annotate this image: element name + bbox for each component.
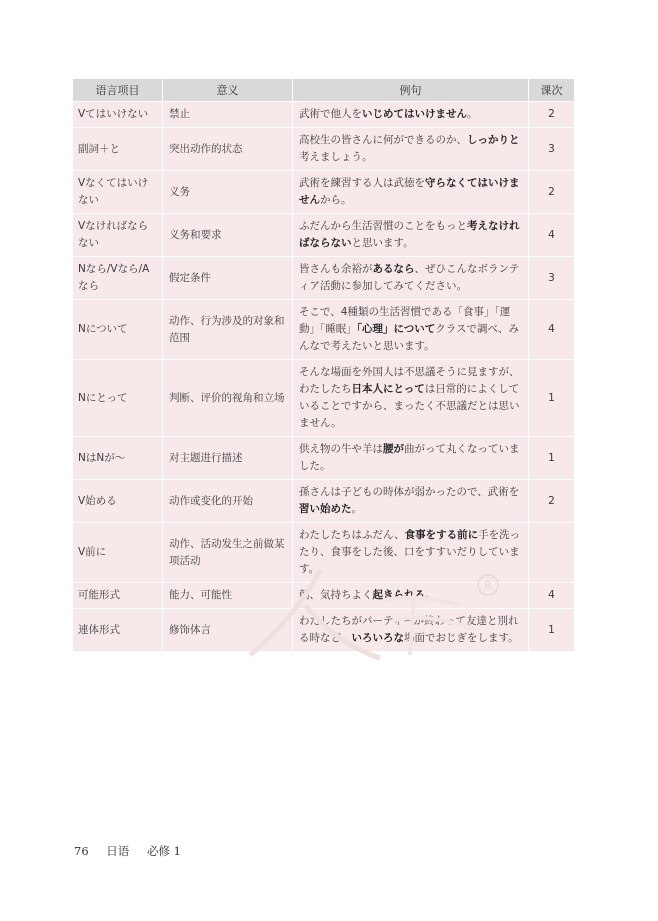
grammar-meaning: 义务和要求 <box>163 214 293 257</box>
grammar-item: Nについて <box>73 300 163 360</box>
example-sentence <box>293 480 529 523</box>
example-highlight: 習い始めた <box>299 503 352 515</box>
grammar-item: V前に <box>73 523 163 583</box>
example-highlight: いじめてはいけません <box>362 108 467 120</box>
example-text: わたしたちはふだん、 <box>299 529 405 541</box>
example-sentence <box>293 300 529 360</box>
example-text: 、ぜひこんなボランティア活動に参加してみてください。 <box>299 263 520 292</box>
example-highlight: 腰が <box>383 443 404 455</box>
grammar-item: 可能形式 <box>73 583 163 609</box>
grammar-item: V始める <box>73 480 163 523</box>
grammar-meaning: 对主题进行描述 <box>163 437 293 480</box>
example-text: 武術で他人を <box>299 108 362 120</box>
example-text: 場面でおじぎをします。 <box>404 632 519 644</box>
grammar-item: Nなら/Vなら/Aなら <box>73 257 163 300</box>
lesson-number: 4 <box>529 300 575 360</box>
example-text: そんな場面を外国人は不思議そうに見ますが、わたしたち <box>299 366 520 395</box>
grammar-meaning: 动作或变化的开始 <box>163 480 293 523</box>
example-sentence <box>293 609 529 652</box>
lesson-number: 4 <box>529 583 575 609</box>
table-row <box>73 480 575 523</box>
lesson-number: 2 <box>529 102 575 128</box>
example-text: ふだんから生活習慣のことをもっと <box>299 220 467 232</box>
grammar-meaning: 义务 <box>163 171 293 214</box>
example-text: 。 <box>467 108 478 120</box>
example-text: 。 <box>351 503 362 515</box>
example-highlight: しっかりと <box>467 134 520 146</box>
table-row <box>73 171 575 214</box>
example-highlight: 考えなければならない <box>299 220 520 249</box>
book-title: 日语 <box>106 844 130 858</box>
lesson-number: 2 <box>529 171 575 214</box>
grammar-item: Nにとって <box>73 360 163 437</box>
grammar-meaning: 能力、可能性 <box>163 583 293 609</box>
lesson-number: 2 <box>529 480 575 523</box>
header-item: 语言项目 <box>73 79 163 102</box>
header-lesson: 课次 <box>529 79 575 102</box>
example-text: 朝、気持ちよく <box>299 589 373 601</box>
table-body <box>73 102 575 652</box>
lesson-number: 1 <box>529 609 575 652</box>
example-text: は日常的によくしていることですから、まったく不思議だとは思いません。 <box>299 383 520 429</box>
grammar-item: 副詞＋と <box>73 128 163 171</box>
table-row <box>73 128 575 171</box>
example-text: 武術を練習する人は武徳を <box>299 177 425 189</box>
grammar-meaning: 判断、评价的视角和立场 <box>163 360 293 437</box>
grammar-meaning: 禁止 <box>163 102 293 128</box>
grammar-item: 連体形式 <box>73 609 163 652</box>
example-sentence <box>293 583 529 609</box>
example-highlight: 食事をする前に <box>404 529 479 541</box>
table-row <box>73 583 575 609</box>
header-example: 例句 <box>293 79 529 102</box>
grammar-item: Vなくてはいけない <box>73 171 163 214</box>
example-text: わたしたちがパーティーが終わって友達と別れる時など、 <box>299 615 519 644</box>
example-highlight: 日本人にとって <box>351 383 425 395</box>
lesson-number: 1 <box>529 360 575 437</box>
table-header-row <box>73 79 575 102</box>
example-text: 。 <box>425 589 436 601</box>
example-sentence <box>293 437 529 480</box>
example-highlight: 「心理」について <box>356 323 436 335</box>
example-sentence <box>293 171 529 214</box>
lesson-number: 4 <box>529 214 575 257</box>
example-highlight: 起きられる <box>372 589 425 601</box>
example-highlight: 守らなくてはいけません <box>299 177 520 206</box>
example-text: と思います。 <box>351 237 414 249</box>
table-row <box>73 214 575 257</box>
example-text: 曲がって丸くなっていました。 <box>299 443 520 472</box>
page-number: 76 <box>74 844 89 858</box>
lesson-number: 3 <box>529 257 575 300</box>
grammar-meaning: 动作、行为涉及的对象和范围 <box>163 300 293 360</box>
example-text: 考えましょう。 <box>299 151 373 163</box>
example-highlight: あるなら <box>372 263 415 275</box>
table-row <box>73 300 575 360</box>
table-row <box>73 360 575 437</box>
book-volume: 必修 1 <box>146 844 181 858</box>
example-text: そこで、4種類の生活習慣である「食事」「運動」「睡眠」 <box>299 306 511 335</box>
example-sentence <box>293 128 529 171</box>
example-text: 高校生の皆さんに何ができるのか、 <box>299 134 467 146</box>
lesson-number: 1 <box>529 437 575 480</box>
example-text: クラスで調べ、みんなで考えたいと思います。 <box>299 323 519 352</box>
table-row <box>73 609 575 652</box>
lesson-number: 3 <box>529 128 575 171</box>
example-sentence <box>293 523 529 583</box>
grammar-item: NはNが～ <box>73 437 163 480</box>
table-row <box>73 523 575 583</box>
table-row <box>73 257 575 300</box>
table-row <box>73 102 575 128</box>
page-footer <box>74 843 195 859</box>
grammar-meaning: 突出动作的状态 <box>163 128 293 171</box>
grammar-meaning: 动作、活动发生之前做某项活动 <box>163 523 293 583</box>
example-sentence <box>293 360 529 437</box>
grammar-item: Vなければならない <box>73 214 163 257</box>
example-text: から。 <box>320 194 352 206</box>
svg-text:R: R <box>484 579 492 592</box>
table-row <box>73 437 575 480</box>
example-text: 手を洗ったり、食事をした後、口をすすいだりしています。 <box>299 529 521 575</box>
example-text: 孫さんは子どもの時体が弱かったので、武術を <box>299 486 520 498</box>
example-text: 供え物の牛や羊は <box>299 443 383 455</box>
example-sentence <box>293 257 529 300</box>
grammar-table <box>72 78 575 652</box>
lesson-number <box>529 523 575 583</box>
grammar-meaning: 假定条件 <box>163 257 293 300</box>
example-text: 皆さんも余裕が <box>299 263 373 275</box>
grammar-item: Vてはいけない <box>73 102 163 128</box>
example-sentence <box>293 214 529 257</box>
example-sentence <box>293 102 529 128</box>
example-highlight: いろいろな <box>351 632 404 644</box>
header-meaning: 意义 <box>163 79 293 102</box>
grammar-meaning: 修饰体言 <box>163 609 293 652</box>
